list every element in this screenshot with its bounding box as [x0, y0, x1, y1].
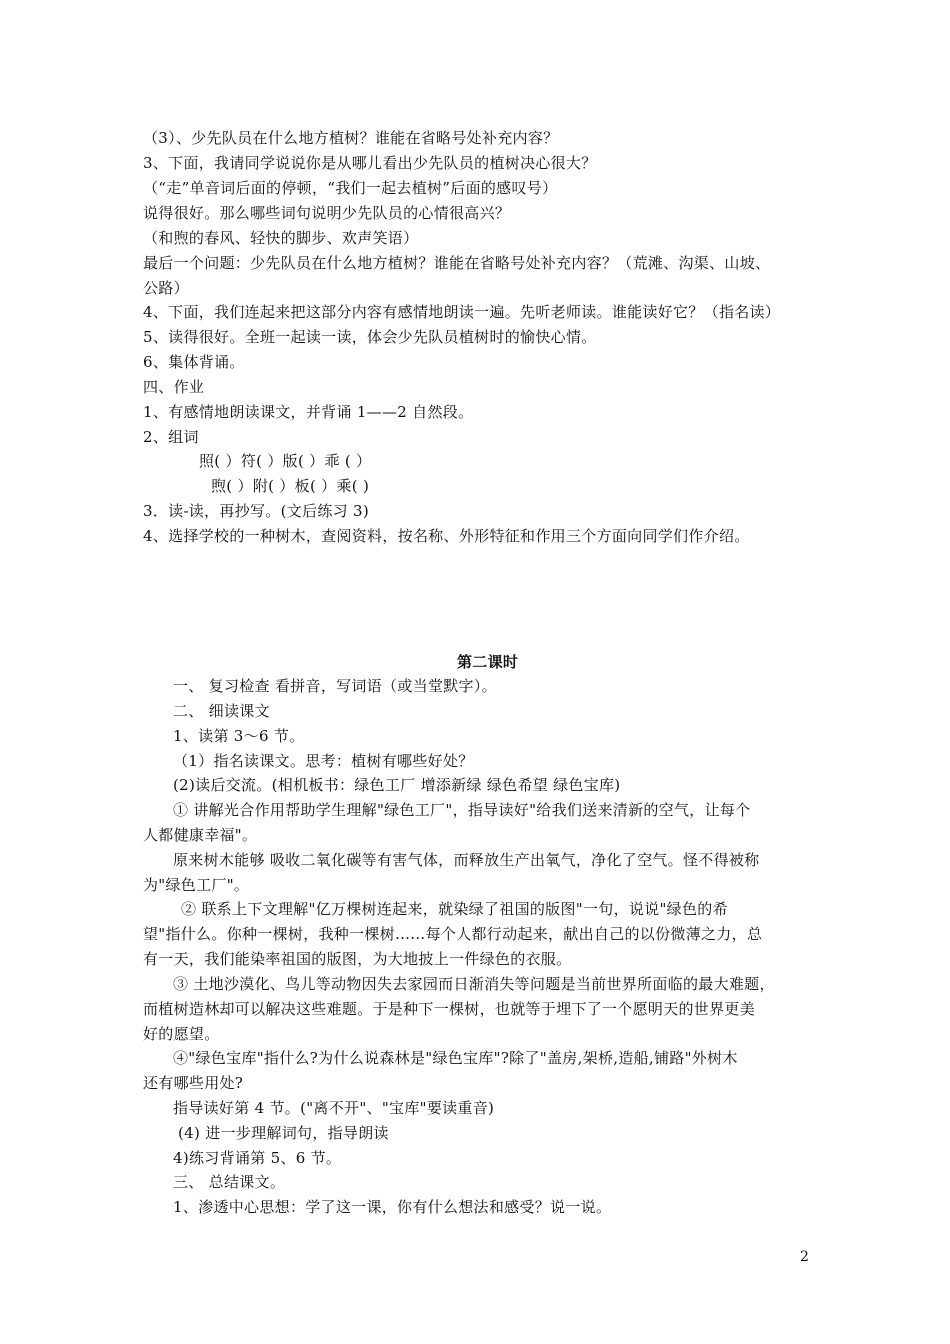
text-line: （“走”单音词后面的停顿，“我们一起去植树”后面的感叹号）	[143, 179, 558, 197]
text-line: 一、 复习检查 看拼音，写词语（或当堂默字）。	[173, 677, 497, 695]
text-line: 3、下面，我请同学说说你是从哪儿看出少先队员的植树决心很大？	[143, 154, 597, 172]
text-line: (2)读后交流。(相机板书：绿色工厂 增添新绿 绿色希望 绿色宝库)	[173, 776, 621, 794]
text-line: 人都健康幸福"。	[143, 826, 258, 844]
text-line: 6、集体背诵。	[143, 353, 245, 371]
text-line: 指导读好第 4 节。("离不开"、"宝库"要读重音)	[173, 1099, 495, 1117]
text-line: 公路）	[143, 279, 189, 297]
text-line: 而植树造林却可以解决这些难题。于是种下一棵树，也就等于埋下了一个愿明天的世界更美	[143, 1000, 756, 1018]
text-line: 1、读第 3～6 节。	[173, 727, 305, 745]
text-line: 4、选择学校的一种树木，查阅资料，按名称、外形特征和作用三个方面向同学们作介绍。	[143, 527, 750, 545]
text-line: 为"绿色工厂"。	[143, 876, 250, 894]
text-line: ③ 土地沙漠化、鸟儿等动物因失去家园而日渐消失等问题是当前世界所面临的最大难题，	[173, 975, 775, 993]
text-line: 原来树木能够 吸收二氧化碳等有害气体，而释放生产出氧气，净化了空气。怪不得被称	[173, 851, 760, 869]
text-line: ② 联系上下文理解"亿万棵树连起来，就染绿了祖国的版图"一句，说说"绿色的希	[181, 900, 728, 918]
word-exercise-row: 照( ）符( ）版( ）乖 ( ）	[199, 452, 372, 470]
text-line: 2、组词	[143, 428, 199, 446]
text-line: 二、 细读课文	[173, 702, 270, 720]
section-heading: 四、作业	[143, 378, 205, 396]
text-line: 望"指什么。你种一棵树，我种一棵树……每个人都行动起来，献出自己的以份微薄之力，总	[143, 925, 763, 943]
text-line: （1）指名读课文。思考：植树有哪些好处？	[173, 752, 474, 770]
text-line: ④"绿色宝库"指什么?为什么说森林是"绿色宝库"?除了"盖房,架桥,造船,铺路"外树木	[173, 1049, 738, 1067]
section-heading: 三、 总结课文。	[173, 1173, 286, 1191]
text-line: （3）、少先队员在什么地方植树？谁能在省略号处补充内容？	[143, 129, 559, 147]
text-line: ① 讲解光合作用帮助学生理解"绿色工厂"，指导读好"给我们送来清新的空气，让每个	[173, 801, 751, 819]
text-line: 4)练习背诵第 5、6 节。	[173, 1149, 342, 1167]
text-line: 1、有感情地朗读课文，并背诵 1——2 自然段。	[143, 403, 474, 421]
page-number: 2	[800, 1249, 809, 1265]
text-line: （和煦的春风、轻快的脚步、欢声笑语）	[143, 229, 419, 247]
word-exercise-row: 煦( ）附( ）板( ）乘( )	[211, 477, 370, 495]
text-line: 5、读得很好。全班一起读一读，体会少先队员植树时的愉快心情。	[143, 328, 597, 346]
text-line: 1、渗透中心思想：学了这一课，你有什么想法和感受？说一说。	[173, 1198, 612, 1216]
text-line: 3．读-读，再抄写。(文后练习 3)	[143, 502, 370, 520]
section-title: 第二课时	[457, 653, 519, 671]
text-line: 说得很好。那么哪些词句说明少先队员的心情很高兴？	[143, 204, 511, 222]
text-line: 4、下面，我们连起来把这部分内容有感情地朗读一遍。先听老师读。谁能读好它？（指名读）	[143, 303, 781, 321]
text-line: 还有哪些用处?	[143, 1074, 244, 1092]
text-line: 好的愿望。	[143, 1025, 220, 1043]
text-line: 最后一个问题：少先队员在什么地方植树？谁能在省略号处补充内容？（荒滩、沟渠、山坡、	[143, 254, 771, 272]
text-line: 有一天，我们能染率祖国的版图，为大地披上一件绿色的衣服。	[143, 950, 572, 968]
text-line: (4) 进一步理解词句，指导朗读	[178, 1124, 389, 1142]
